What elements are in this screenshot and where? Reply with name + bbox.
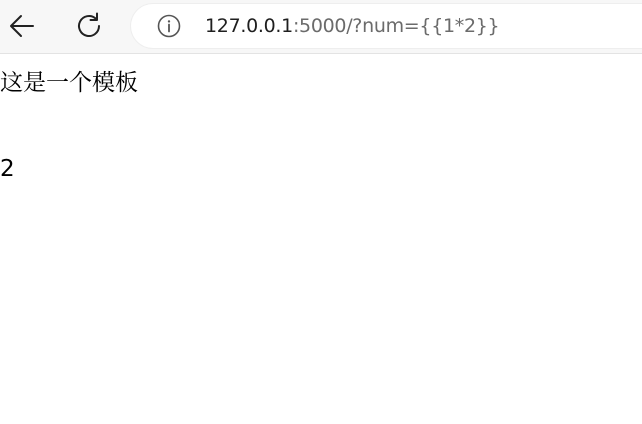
browser-toolbar	[0, 0, 642, 54]
reload-icon	[74, 11, 104, 41]
url-host: 127.0.0.1	[205, 15, 293, 37]
arrow-left-icon	[7, 11, 37, 41]
back-button[interactable]	[4, 8, 40, 44]
template-result: 2	[0, 156, 15, 182]
url-path-query: :5000/?num={{1*2}}	[292, 15, 500, 37]
page-content	[0, 54, 642, 424]
url-text[interactable]	[205, 15, 499, 37]
address-bar[interactable]	[131, 4, 642, 48]
page-heading: 这是一个模板	[0, 70, 138, 96]
info-circle-icon[interactable]	[157, 14, 181, 38]
reload-button[interactable]	[71, 8, 107, 44]
